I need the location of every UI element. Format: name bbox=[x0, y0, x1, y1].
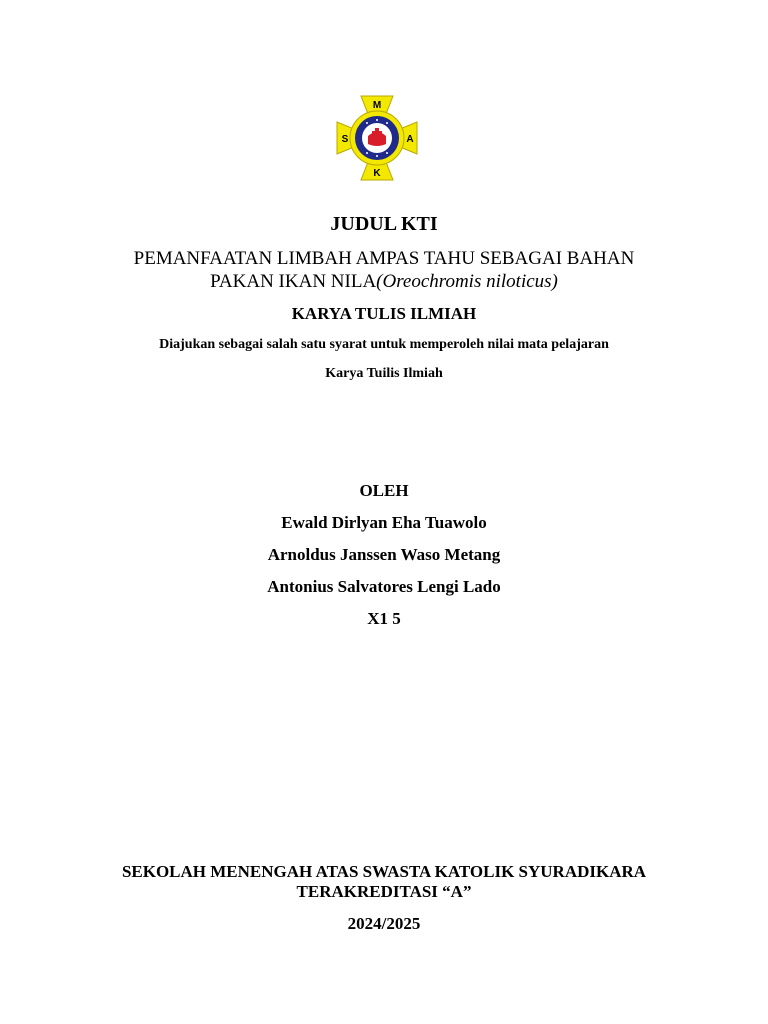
academic-year: 2024/2025 bbox=[347, 914, 421, 933]
by-label: OLEH bbox=[359, 481, 409, 500]
document-type: KARYA TULIS ILMIAH bbox=[291, 304, 477, 323]
purpose-statement: Diajukan sebagai salah satu syarat untuk memperoleh nilai mata pelajaran bbox=[159, 337, 609, 352]
title-line-2-plain: PAKAN IKAN NILA bbox=[210, 271, 377, 292]
school-accreditation: TERAKREDITASI “A” bbox=[296, 882, 472, 901]
author-name: Arnoldus Janssen Waso Metang bbox=[267, 545, 501, 564]
logo-letter-s: S bbox=[341, 134, 349, 145]
title-line-1: PEMANFAATAN LIMBAH AMPAS TAHU SEBAGAI BAHAN bbox=[133, 248, 635, 269]
logo-letter-m: M bbox=[372, 100, 382, 111]
title-line-2 bbox=[0, 271, 768, 293]
school-logo bbox=[334, 92, 420, 184]
logo-letter-k: K bbox=[373, 168, 381, 179]
heading: JUDUL KTI bbox=[330, 213, 438, 235]
scientific-name: (Oreochromis niloticus) bbox=[376, 271, 558, 292]
author-name: Antonius Salvatores Lengi Lado bbox=[267, 577, 501, 596]
class-label: X1 5 bbox=[367, 609, 401, 628]
subject-name: Karya Tuilis Ilmiah bbox=[325, 366, 443, 381]
school-name: SEKOLAH MENENGAH ATAS SWASTA KATOLIK SYURADIKARA bbox=[121, 862, 647, 881]
logo-letter-a: A bbox=[406, 134, 414, 145]
author-name: Ewald Dirlyan Eha Tuawolo bbox=[281, 513, 487, 532]
